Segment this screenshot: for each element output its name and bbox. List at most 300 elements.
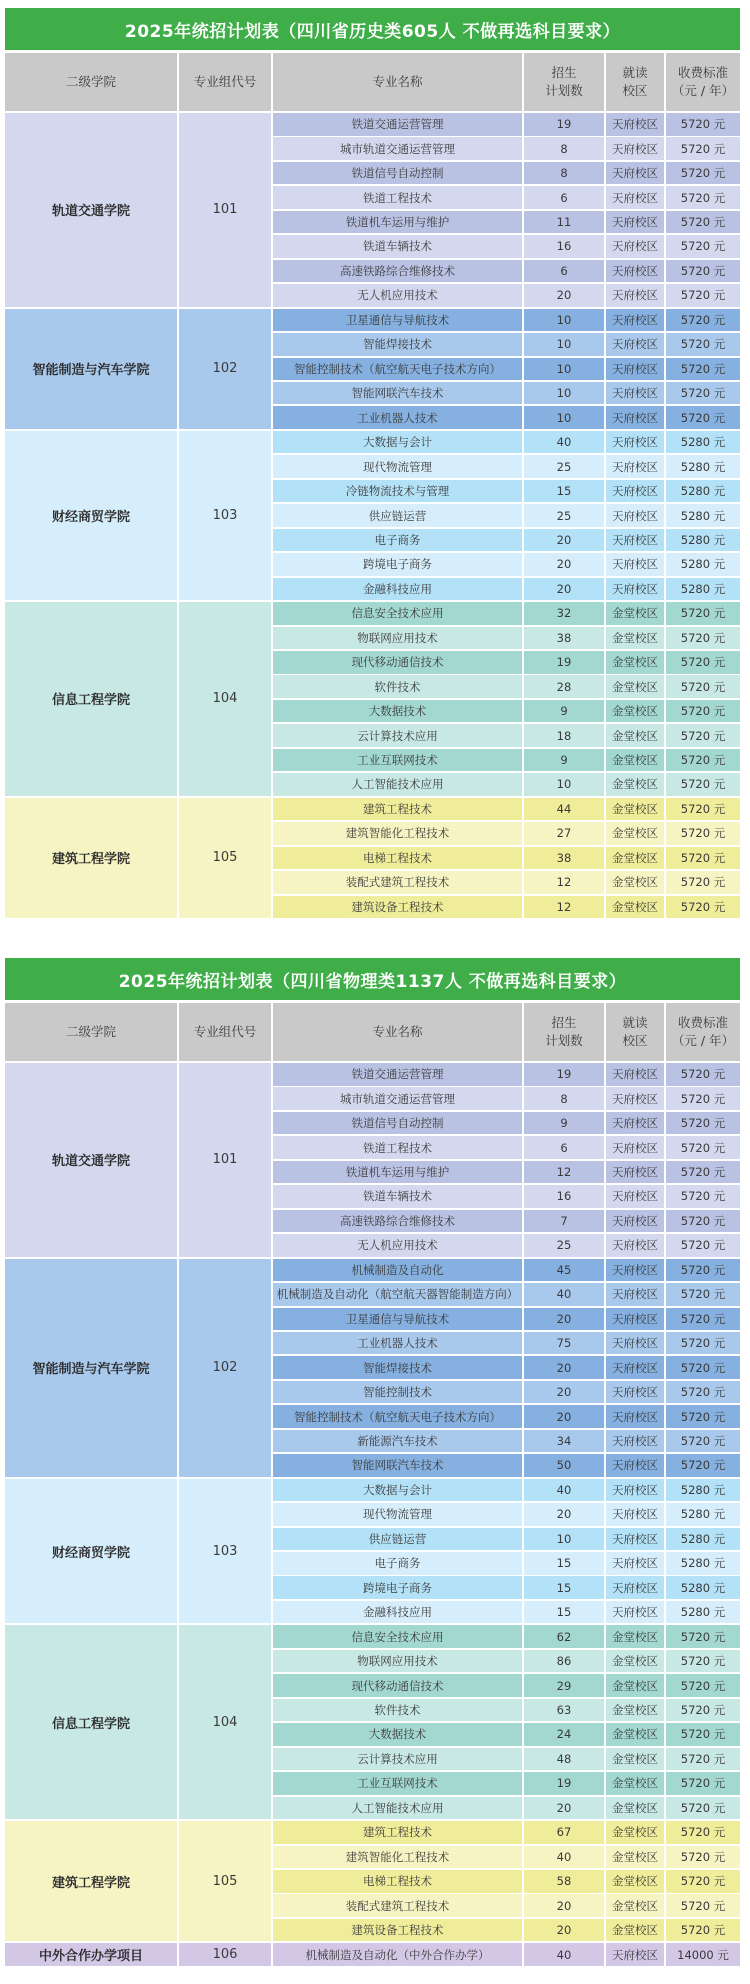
major-name-cell: 跨境电子商务 — [273, 1576, 522, 1599]
table-row — [273, 1234, 740, 1257]
campus-cell: 天府校区 — [606, 1185, 664, 1208]
college-group — [5, 1063, 740, 1257]
fee-cell: 5720 元 — [666, 1454, 740, 1477]
table-row — [273, 1772, 740, 1795]
fee-cell: 5720 元 — [666, 1112, 740, 1135]
campus-cell: 天府校区 — [606, 113, 664, 136]
fee-cell: 5720 元 — [666, 700, 740, 723]
major-name-cell: 金融科技应用 — [273, 1601, 522, 1624]
group-rows — [273, 1063, 740, 1257]
campus-cell: 金堂校区 — [606, 1870, 664, 1893]
campus-cell: 天府校区 — [606, 1503, 664, 1526]
major-name-cell: 跨境电子商务 — [273, 553, 522, 576]
major-name-cell: 建筑工程技术 — [273, 798, 522, 821]
header-fee: 收费标准 （元 / 年） — [666, 53, 740, 111]
table-row — [273, 284, 740, 307]
table-row — [273, 1797, 740, 1820]
campus-cell: 天府校区 — [606, 1601, 664, 1624]
major-name-cell: 现代移动通信技术 — [273, 1674, 522, 1697]
campus-cell: 天府校区 — [606, 1308, 664, 1331]
fee-cell: 5720 元 — [666, 1919, 740, 1942]
table-row — [273, 333, 740, 356]
table-row — [273, 406, 740, 429]
campus-cell: 天府校区 — [606, 1161, 664, 1184]
campus-cell: 金堂校区 — [606, 724, 664, 747]
major-name-cell: 装配式建筑工程技术 — [273, 871, 522, 894]
campus-cell: 天府校区 — [606, 1112, 664, 1135]
major-name-cell: 电子商务 — [273, 1552, 522, 1575]
fee-cell: 5720 元 — [666, 1087, 740, 1110]
table-row — [273, 358, 740, 381]
campus-cell: 天府校区 — [606, 284, 664, 307]
fee-cell: 5280 元 — [666, 1576, 740, 1599]
table-row — [273, 455, 740, 478]
fee-cell: 5720 元 — [666, 1136, 740, 1159]
fee-cell: 5720 元 — [666, 1259, 740, 1282]
plan-count-cell: 8 — [524, 1087, 604, 1110]
major-name-cell: 现代移动通信技术 — [273, 651, 522, 674]
campus-cell: 天府校区 — [606, 1405, 664, 1428]
campus-cell: 天府校区 — [606, 1063, 664, 1086]
group-rows — [273, 1943, 740, 1966]
table-row — [273, 1919, 740, 1942]
campus-cell: 金堂校区 — [606, 1723, 664, 1746]
table-row — [273, 309, 740, 332]
major-name-cell: 智能网联汽车技术 — [273, 382, 522, 405]
campus-cell: 金堂校区 — [606, 749, 664, 772]
college-group — [5, 1259, 740, 1477]
campus-cell: 金堂校区 — [606, 1772, 664, 1795]
table-row — [273, 1332, 740, 1355]
campus-cell: 天府校区 — [606, 1210, 664, 1233]
major-name-cell: 铁道机车运用与维护 — [273, 211, 522, 234]
table-row — [273, 675, 740, 698]
major-name-cell: 铁道交通运营管理 — [273, 1063, 522, 1086]
campus-cell: 金堂校区 — [606, 1674, 664, 1697]
major-name-cell: 软件技术 — [273, 1699, 522, 1722]
campus-cell: 天府校区 — [606, 455, 664, 478]
campus-cell: 金堂校区 — [606, 700, 664, 723]
table-row — [273, 1161, 740, 1184]
plan-count-cell: 63 — [524, 1699, 604, 1722]
table-row — [273, 1112, 740, 1135]
campus-cell: 天府校区 — [606, 1454, 664, 1477]
table-row — [273, 1381, 740, 1404]
major-name-cell: 卫星通信与导航技术 — [273, 1308, 522, 1331]
plan-count-cell: 38 — [524, 627, 604, 650]
plan-count-cell: 10 — [524, 1528, 604, 1551]
plan-count-cell: 9 — [524, 1112, 604, 1135]
table-row — [273, 162, 740, 185]
major-name-cell: 铁道机车运用与维护 — [273, 1161, 522, 1184]
college-name-cell: 轨道交通学院 — [5, 1063, 177, 1257]
major-name-cell: 信息安全技术应用 — [273, 602, 522, 625]
plan-count-cell: 16 — [524, 235, 604, 258]
campus-cell: 天府校区 — [606, 1552, 664, 1575]
major-name-cell: 建筑工程技术 — [273, 1821, 522, 1844]
fee-cell: 5720 元 — [666, 1185, 740, 1208]
campus-cell: 天府校区 — [606, 1234, 664, 1257]
fee-cell: 5720 元 — [666, 1161, 740, 1184]
campus-cell: 天府校区 — [606, 333, 664, 356]
fee-cell: 5720 元 — [666, 871, 740, 894]
fee-cell: 5280 元 — [666, 529, 740, 552]
major-name-cell: 智能控制技术 — [273, 1381, 522, 1404]
fee-cell: 5280 元 — [666, 504, 740, 527]
table-row — [273, 1479, 740, 1502]
table-row — [273, 651, 740, 674]
fee-cell: 5720 元 — [666, 675, 740, 698]
campus-cell: 天府校区 — [606, 1576, 664, 1599]
plan-count-cell: 20 — [524, 1919, 604, 1942]
fee-cell: 5280 元 — [666, 1479, 740, 1502]
table-row — [273, 480, 740, 503]
plan-count-cell: 20 — [524, 1797, 604, 1820]
fee-cell: 5720 元 — [666, 1308, 740, 1331]
table-row — [273, 1283, 740, 1306]
admission-plan-table-history — [5, 8, 740, 918]
plan-count-cell: 20 — [524, 553, 604, 576]
major-name-cell: 铁道工程技术 — [273, 186, 522, 209]
campus-cell: 天府校区 — [606, 1283, 664, 1306]
major-name-cell: 大数据与会计 — [273, 431, 522, 454]
table-row — [273, 1846, 740, 1869]
campus-cell: 天府校区 — [606, 1332, 664, 1355]
table-row — [273, 1259, 740, 1282]
campus-cell: 天府校区 — [606, 309, 664, 332]
plan-count-cell: 12 — [524, 871, 604, 894]
campus-cell: 金堂校区 — [606, 1821, 664, 1844]
plan-count-cell: 25 — [524, 1234, 604, 1257]
plan-count-cell: 40 — [524, 431, 604, 454]
fee-cell: 5720 元 — [666, 406, 740, 429]
campus-cell: 天府校区 — [606, 553, 664, 576]
plan-count-cell: 28 — [524, 675, 604, 698]
campus-cell: 天府校区 — [606, 1430, 664, 1453]
plan-count-cell: 6 — [524, 260, 604, 283]
major-name-cell: 建筑设备工程技术 — [273, 896, 522, 919]
fee-cell: 5720 元 — [666, 896, 740, 919]
table-row — [273, 186, 740, 209]
campus-cell: 天府校区 — [606, 1528, 664, 1551]
campus-cell: 金堂校区 — [606, 627, 664, 650]
fee-cell: 5720 元 — [666, 235, 740, 258]
plan-count-cell: 6 — [524, 1136, 604, 1159]
campus-cell: 金堂校区 — [606, 602, 664, 625]
fee-cell: 5720 元 — [666, 162, 740, 185]
plan-count-cell: 19 — [524, 1772, 604, 1795]
major-name-cell: 大数据与会计 — [273, 1479, 522, 1502]
fee-cell: 5720 元 — [666, 1283, 740, 1306]
table-row — [273, 1625, 740, 1648]
campus-cell: 金堂校区 — [606, 773, 664, 796]
major-name-cell: 铁道车辆技术 — [273, 235, 522, 258]
fee-cell: 5720 元 — [666, 113, 740, 136]
campus-cell: 金堂校区 — [606, 1699, 664, 1722]
major-name-cell: 物联网应用技术 — [273, 1650, 522, 1673]
major-name-cell: 工业机器人技术 — [273, 406, 522, 429]
fee-cell: 5720 元 — [666, 284, 740, 307]
fee-cell: 5720 元 — [666, 1723, 740, 1746]
plan-count-cell: 9 — [524, 700, 604, 723]
major-name-cell: 供应链运营 — [273, 1528, 522, 1551]
major-name-cell: 物联网应用技术 — [273, 627, 522, 650]
plan-count-cell: 20 — [524, 1405, 604, 1428]
table-row — [273, 1870, 740, 1893]
plan-count-cell: 40 — [524, 1846, 604, 1869]
plan-count-cell: 20 — [524, 529, 604, 552]
header-college: 二级学院 — [5, 53, 177, 111]
major-name-cell: 铁道信号自动控制 — [273, 1112, 522, 1135]
plan-count-cell: 15 — [524, 1576, 604, 1599]
major-name-cell: 铁道交通运营管理 — [273, 113, 522, 136]
campus-cell: 天府校区 — [606, 1356, 664, 1379]
college-group — [5, 113, 740, 307]
plan-count-cell: 38 — [524, 847, 604, 870]
fee-cell: 5280 元 — [666, 480, 740, 503]
header-group-code: 专业组代号 — [179, 1003, 271, 1061]
plan-count-cell: 10 — [524, 773, 604, 796]
table-row — [273, 1723, 740, 1746]
table-row — [273, 749, 740, 772]
major-name-cell: 电子商务 — [273, 529, 522, 552]
plan-count-cell: 10 — [524, 358, 604, 381]
college-group — [5, 1479, 740, 1624]
plan-count-cell: 20 — [524, 578, 604, 601]
major-name-cell: 智能焊接技术 — [273, 1356, 522, 1379]
college-group — [5, 602, 740, 796]
group-code-cell: 105 — [179, 798, 271, 918]
table-row — [273, 627, 740, 650]
table-row — [273, 1210, 740, 1233]
table-row — [273, 1943, 740, 1966]
plan-count-cell: 75 — [524, 1332, 604, 1355]
major-name-cell: 云计算技术应用 — [273, 724, 522, 747]
fee-cell: 5280 元 — [666, 1503, 740, 1526]
campus-cell: 天府校区 — [606, 1381, 664, 1404]
fee-cell: 5720 元 — [666, 1210, 740, 1233]
plan-count-cell: 44 — [524, 798, 604, 821]
major-name-cell: 高速铁路综合维修技术 — [273, 1210, 522, 1233]
group-code-cell: 101 — [179, 113, 271, 307]
fee-cell: 5720 元 — [666, 1381, 740, 1404]
group-code-cell: 102 — [179, 1259, 271, 1477]
major-name-cell: 软件技术 — [273, 675, 522, 698]
fee-cell: 5280 元 — [666, 1528, 740, 1551]
college-name-cell: 财经商贸学院 — [5, 431, 177, 600]
group-rows — [273, 1821, 740, 1941]
group-code-cell: 104 — [179, 1625, 271, 1819]
major-name-cell: 铁道车辆技术 — [273, 1185, 522, 1208]
major-name-cell: 机械制造及自动化（中外合作办学） — [273, 1943, 522, 1966]
group-code-cell: 103 — [179, 431, 271, 600]
table-row — [273, 1894, 740, 1917]
group-rows — [273, 602, 740, 796]
campus-cell: 天府校区 — [606, 137, 664, 160]
campus-cell: 金堂校区 — [606, 798, 664, 821]
college-name-cell: 中外合作办学项目 — [5, 1943, 177, 1966]
plan-count-cell: 25 — [524, 504, 604, 527]
header-major: 专业名称 — [273, 1003, 522, 1061]
plan-count-cell: 18 — [524, 724, 604, 747]
table-row — [273, 1503, 740, 1526]
table-row — [273, 1063, 740, 1086]
major-name-cell: 城市轨道交通运营管理 — [273, 137, 522, 160]
plan-count-cell: 10 — [524, 333, 604, 356]
fee-cell: 5720 元 — [666, 137, 740, 160]
major-name-cell: 装配式建筑工程技术 — [273, 1894, 522, 1917]
table-row — [273, 260, 740, 283]
major-name-cell: 工业机器人技术 — [273, 1332, 522, 1355]
major-name-cell: 大数据技术 — [273, 1723, 522, 1746]
fee-cell: 5720 元 — [666, 1332, 740, 1355]
header-major: 专业名称 — [273, 53, 522, 111]
fee-cell: 5280 元 — [666, 431, 740, 454]
table-row — [273, 1087, 740, 1110]
plan-count-cell: 15 — [524, 1552, 604, 1575]
plan-count-cell: 27 — [524, 822, 604, 845]
group-rows — [273, 431, 740, 600]
table-row — [273, 1185, 740, 1208]
plan-count-cell: 12 — [524, 896, 604, 919]
fee-cell: 5720 元 — [666, 847, 740, 870]
table-header-row — [5, 1003, 740, 1061]
table-row — [273, 773, 740, 796]
fee-cell: 5720 元 — [666, 1772, 740, 1795]
campus-cell: 天府校区 — [606, 1136, 664, 1159]
plan-count-cell: 8 — [524, 137, 604, 160]
plan-count-cell: 25 — [524, 455, 604, 478]
fee-cell: 5720 元 — [666, 1430, 740, 1453]
fee-cell: 5280 元 — [666, 455, 740, 478]
fee-cell: 5280 元 — [666, 1552, 740, 1575]
plan-count-cell: 45 — [524, 1259, 604, 1282]
major-name-cell: 城市轨道交通运营管理 — [273, 1087, 522, 1110]
table-row — [273, 113, 740, 136]
major-name-cell: 现代物流管理 — [273, 455, 522, 478]
table-title: 2025年统招计划表（四川省物理类1137人 不做再选科目要求） — [5, 958, 740, 1000]
admission-plan-table-physics — [5, 958, 740, 1966]
plan-count-cell: 8 — [524, 162, 604, 185]
fee-cell: 5720 元 — [666, 1748, 740, 1771]
table-row — [273, 578, 740, 601]
fee-cell: 5720 元 — [666, 651, 740, 674]
college-name-cell: 建筑工程学院 — [5, 1821, 177, 1941]
major-name-cell: 智能控制技术（航空航天电子技术方向） — [273, 1405, 522, 1428]
campus-cell: 天府校区 — [606, 211, 664, 234]
college-name-cell: 智能制造与汽车学院 — [5, 309, 177, 429]
campus-cell: 天府校区 — [606, 1943, 664, 1966]
college-group — [5, 1821, 740, 1941]
campus-cell: 天府校区 — [606, 504, 664, 527]
group-code-cell: 104 — [179, 602, 271, 796]
plan-count-cell: 12 — [524, 1161, 604, 1184]
major-name-cell: 电梯工程技术 — [273, 1870, 522, 1893]
plan-count-cell: 32 — [524, 602, 604, 625]
major-name-cell: 金融科技应用 — [273, 578, 522, 601]
plan-count-cell: 16 — [524, 1185, 604, 1208]
major-name-cell: 无人机应用技术 — [273, 284, 522, 307]
group-rows — [273, 798, 740, 918]
plan-count-cell: 67 — [524, 1821, 604, 1844]
table-row — [273, 1308, 740, 1331]
fee-cell: 5720 元 — [666, 358, 740, 381]
major-name-cell: 信息安全技术应用 — [273, 1625, 522, 1648]
table-row — [273, 896, 740, 919]
campus-cell: 金堂校区 — [606, 1650, 664, 1673]
fee-cell: 5720 元 — [666, 1894, 740, 1917]
campus-cell: 天府校区 — [606, 162, 664, 185]
table-row — [273, 1528, 740, 1551]
fee-cell: 5280 元 — [666, 553, 740, 576]
table-row — [273, 822, 740, 845]
fee-cell: 5720 元 — [666, 798, 740, 821]
table-title: 2025年统招计划表（四川省历史类605人 不做再选科目要求） — [5, 8, 740, 50]
table-row — [273, 1674, 740, 1697]
table-row — [273, 1454, 740, 1477]
plan-count-cell: 50 — [524, 1454, 604, 1477]
major-name-cell: 冷链物流技术与管理 — [273, 480, 522, 503]
plan-count-cell: 29 — [524, 1674, 604, 1697]
major-name-cell: 机械制造及自动化 — [273, 1259, 522, 1282]
plan-count-cell: 20 — [524, 284, 604, 307]
fee-cell: 5720 元 — [666, 1821, 740, 1844]
college-group — [5, 1625, 740, 1819]
fee-cell: 5720 元 — [666, 260, 740, 283]
table-row — [273, 1430, 740, 1453]
table-row — [273, 1576, 740, 1599]
campus-cell: 金堂校区 — [606, 896, 664, 919]
major-name-cell: 电梯工程技术 — [273, 847, 522, 870]
fee-cell: 5720 元 — [666, 773, 740, 796]
table-row — [273, 529, 740, 552]
campus-cell: 金堂校区 — [606, 651, 664, 674]
college-name-cell: 智能制造与汽车学院 — [5, 1259, 177, 1477]
fee-cell: 5720 元 — [666, 1870, 740, 1893]
table-row — [273, 1356, 740, 1379]
campus-cell: 天府校区 — [606, 1259, 664, 1282]
major-name-cell: 人工智能技术应用 — [273, 1797, 522, 1820]
plan-count-cell: 10 — [524, 382, 604, 405]
table-row — [273, 871, 740, 894]
fee-cell: 5720 元 — [666, 382, 740, 405]
major-name-cell: 现代物流管理 — [273, 1503, 522, 1526]
college-group — [5, 309, 740, 429]
fee-cell: 5720 元 — [666, 1699, 740, 1722]
table-row — [273, 431, 740, 454]
campus-cell: 金堂校区 — [606, 1894, 664, 1917]
plan-count-cell: 19 — [524, 1063, 604, 1086]
college-group — [5, 1943, 740, 1966]
campus-cell: 天府校区 — [606, 186, 664, 209]
campus-cell: 金堂校区 — [606, 871, 664, 894]
table-row — [273, 1821, 740, 1844]
fee-cell: 5720 元 — [666, 1797, 740, 1820]
header-plan-count: 招生 计划数 — [524, 53, 604, 111]
major-name-cell: 无人机应用技术 — [273, 1234, 522, 1257]
plan-count-cell: 48 — [524, 1748, 604, 1771]
campus-cell: 天府校区 — [606, 578, 664, 601]
fee-cell: 5720 元 — [666, 1405, 740, 1428]
group-rows — [273, 1479, 740, 1624]
group-rows — [273, 309, 740, 429]
campus-cell: 金堂校区 — [606, 675, 664, 698]
campus-cell: 金堂校区 — [606, 1919, 664, 1942]
major-name-cell: 机械制造及自动化（航空航天器智能制造方向） — [273, 1283, 522, 1306]
fee-cell: 5280 元 — [666, 578, 740, 601]
major-name-cell: 工业互联网技术 — [273, 749, 522, 772]
college-name-cell: 信息工程学院 — [5, 602, 177, 796]
